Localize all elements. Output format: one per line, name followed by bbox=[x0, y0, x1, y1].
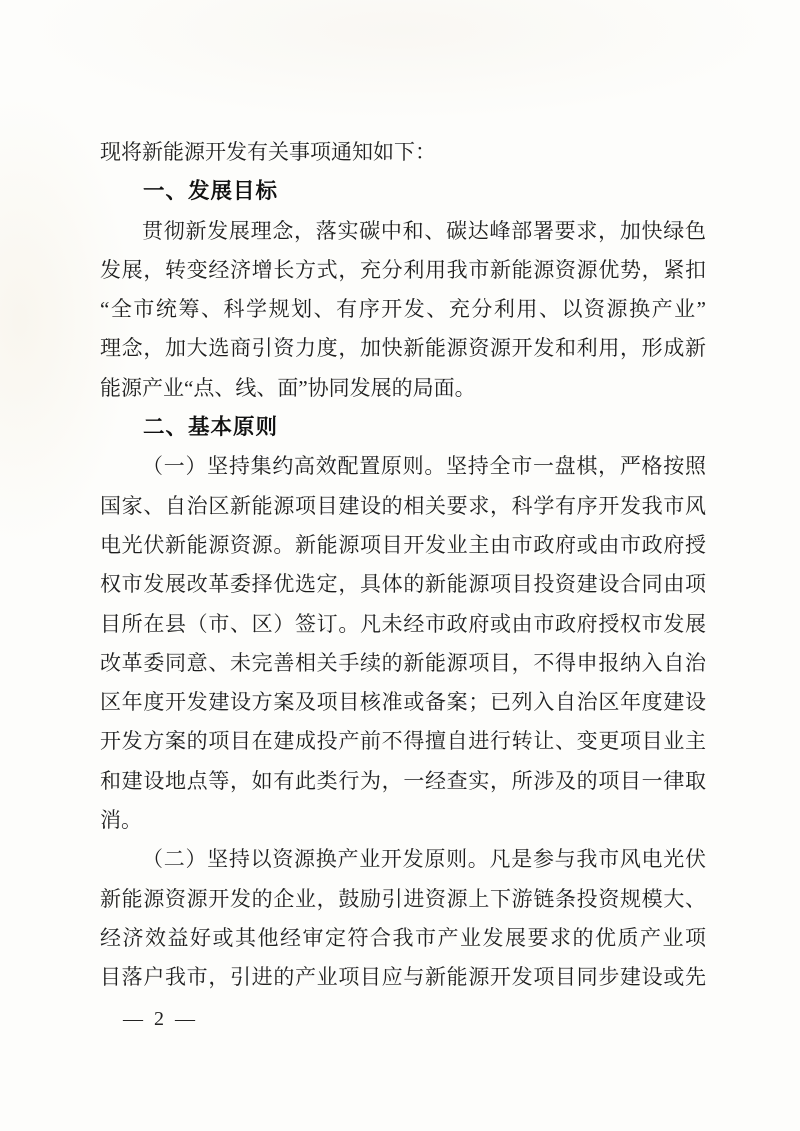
para-principle-2-line: 新能源资源开发的企业，鼓励引进资源上下游链条投资规模大、 bbox=[100, 886, 706, 911]
para-principle-1-line: 消。 bbox=[100, 808, 142, 833]
para-principle-1-line: 区年度开发建设方案及项目核准或备案；已列入自治区年度建设 bbox=[100, 690, 706, 715]
para-principle-1-line: 目所在县（市、区）签订。凡未经市政府或由市政府授权市发展 bbox=[100, 611, 706, 636]
para-goals-line: 贯彻新发展理念，落实碳中和、碳达峰部署要求，加快绿色 bbox=[142, 218, 706, 243]
para-principle-1-line: 和建设地点等，如有此类行为，一经查实，所涉及的项目一律取 bbox=[100, 768, 706, 793]
para-goals-line: 理念，加大选商引资力度，加快新能源资源开发和利用，形成新 bbox=[100, 336, 706, 361]
para-principle-2-line: （二）坚持以资源换产业开发原则。凡是参与我市风电光伏 bbox=[142, 847, 706, 872]
para-principle-2-line: 目落户我市，引进的产业项目应与新能源开发项目同步建设或先 bbox=[100, 965, 706, 990]
intro-line: 现将新能源开发有关事项通知如下： bbox=[100, 140, 436, 164]
para-principle-1-line: （一）坚持集约高效配置原则。坚持全市一盘棋，严格按照 bbox=[142, 454, 706, 479]
para-goals-line: “全市统筹、科学规划、有序开发、充分利用、以资源换产业” bbox=[100, 297, 706, 322]
para-goals-line: 能源产业“点、线、面”协同发展的局面。 bbox=[100, 375, 476, 400]
heading-development-goals: 一、发展目标 bbox=[143, 179, 279, 204]
heading-basic-principles: 二、基本原则 bbox=[143, 415, 279, 440]
para-principle-1-line: 改革委同意、未完善相关手续的新能源项目，不得申报纳入自治 bbox=[100, 650, 706, 675]
para-goals-line: 发展，转变经济增长方式，充分利用我市新能源资源优势，紧扣 bbox=[100, 257, 706, 282]
page-number: — 2 — bbox=[123, 1008, 198, 1030]
para-principle-1-line: 国家、自治区新能源项目建设的相关要求，科学有序开发我市风 bbox=[100, 493, 706, 518]
para-principle-1-line: 电光伏新能源资源。新能源项目开发业主由市政府或由市政府授 bbox=[100, 532, 706, 557]
para-principle-2-line: 经济效益好或其他经审定符合我市产业发展要求的优质产业项 bbox=[100, 925, 706, 950]
para-principle-1-line: 权市发展改革委择优选定，具体的新能源项目投资建设合同由项 bbox=[100, 572, 706, 597]
document-text-block bbox=[100, 133, 706, 998]
para-principle-1-line: 开发方案的项目在建成投产前不得擅自进行转让、变更项目业主 bbox=[100, 729, 706, 754]
